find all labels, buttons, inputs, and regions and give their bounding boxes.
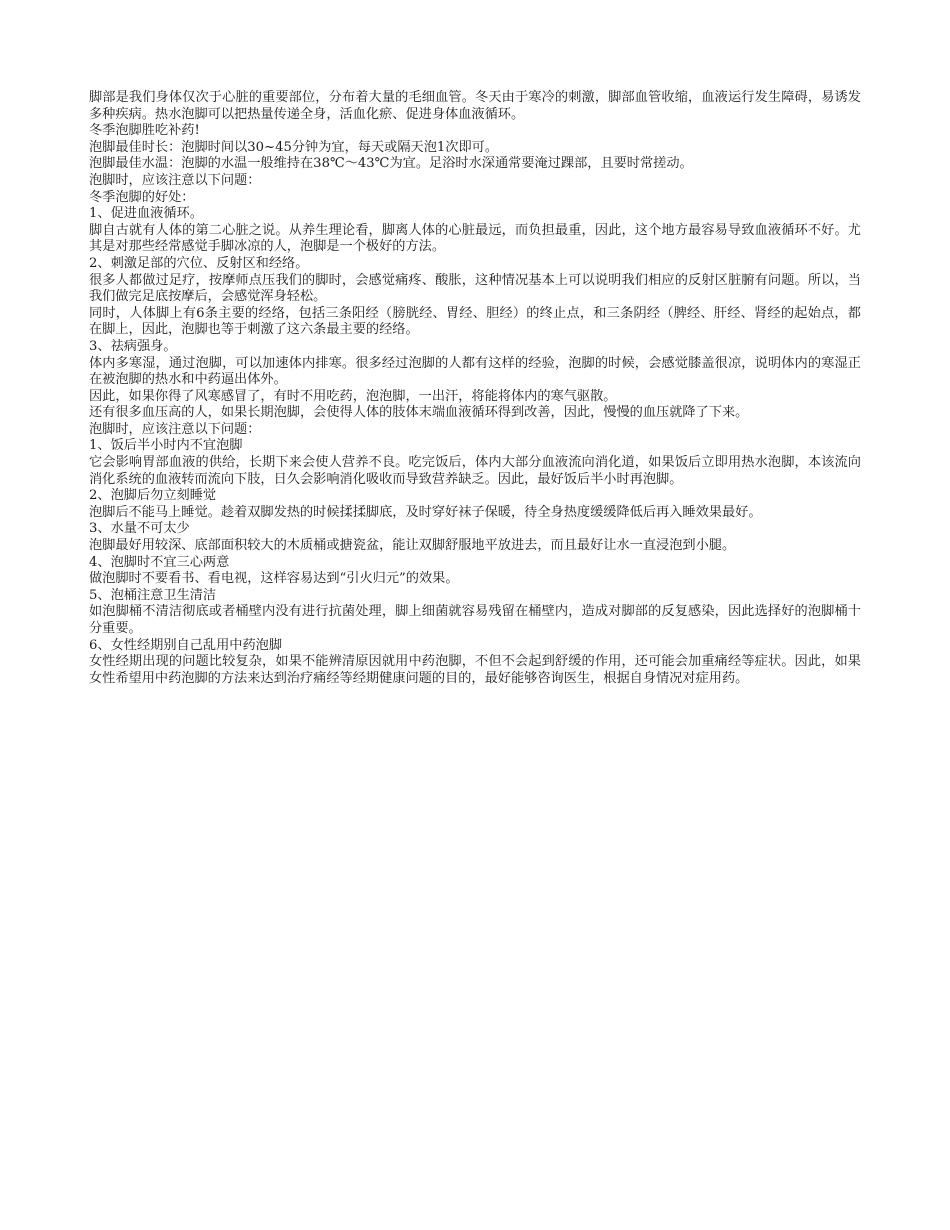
notice-4-heading: 4、泡脚时不宜三心两意 <box>89 554 230 570</box>
benefit-2-paragraph-a: 很多人都做过足疗，按摩师点压我们的脚时，会感觉痛疼、酸胀，这种情况基本上可以说明我们相应的反射区脏腑有问题。所以，当我们做完足底按摩后，会感觉浑身轻松。 <box>89 272 861 305</box>
notice-5-heading: 5、泡桶注意卫生清洁 <box>89 587 217 603</box>
document-body <box>89 90 861 687</box>
benefit-3-paragraph-a: 体内多寒湿，通过泡脚，可以加速体内排寒。很多经过泡脚的人都有这样的经验，泡脚的时候，会感觉膝盖很凉，说明体内的寒湿正在被泡脚的热水和中药逼出体外。 <box>89 355 861 388</box>
notice-3-paragraph: 泡脚最好用较深、底部面积较大的木质桶或搪瓷盆，能让双脚舒服地平放进去，而且最好让水一直浸泡到小腿。 <box>89 538 736 554</box>
notice-heading-2: 泡脚时，应该注意以下问题： <box>89 421 261 437</box>
benefit-3-paragraph-c: 还有很多血压高的人，如果长期泡脚，会使得人体的肢体末端血液循环得到改善，因此，慢慢的血压就降了下来。 <box>89 405 749 421</box>
notice-1-paragraph: 它会影响胃部血液的供给，长期下来会使人营养不良。吃完饭后，体内大部分血液流向消化道，如果饭后立即用热水泡脚，本该流向消化系统的血液转而流向下肢，日久会影响消化吸收而导致营养缺乏。因此，最好饭后半小时再泡脚。 <box>89 455 861 487</box>
notice-4-paragraph: 做泡脚时不要看书、看电视，这样容易达到“引火归元”的效果。 <box>89 571 459 587</box>
best-duration-paragraph: 泡脚最佳时长：泡脚时间以30~45分钟为宜，每天或隔天泡1次即可。 <box>89 139 499 155</box>
intro-paragraph: 脚部是我们身体仅次于心脏的重要部位，分布着大量的毛细血管。冬天由于寒冷的刺激，脚部血管收缩，血液运行发生障碍，易诱发多种疾病。热水泡脚可以把热量传递全身，活血化瘀、促进身体血液循环。 <box>89 90 861 122</box>
benefits-heading: 冬季泡脚的好处： <box>89 189 195 205</box>
notice-3-heading: 3、水量不可太少 <box>89 521 190 537</box>
notice-6-heading: 6、女性经期别自己乱用中药泡脚 <box>89 637 283 653</box>
benefit-1-paragraph: 脚自古就有人体的第二心脏之说。从养生理论看，脚离人体的心脏最远，而负担最重，因此，这个地方最容易导致血液循环不好。尤其是对那些经常感觉手脚冰凉的人，泡脚是一个极好的方法。 <box>89 222 861 255</box>
notice-6-paragraph: 女性经期出现的问题比较复杂，如果不能辨清原因就用中药泡脚，不但不会起到舒缓的作用，还可能会加重痛经等症状。因此，如果女性希望用中药泡脚的方法来达到治疗痛经等经期健康问题的目的，最好能够咨询医生，根据自身情况对症用药。 <box>89 654 861 686</box>
notice-2-paragraph: 泡脚后不能马上睡觉。趁着双脚发热的时候揉揉脚底，及时穿好袜子保暖，待全身热度缓缓降低后再入睡效果最好。 <box>89 504 762 520</box>
notice-heading: 泡脚时，应该注意以下问题： <box>89 172 261 188</box>
benefit-3-paragraph-b: 因此，如果你得了风寒感冒了，有时不用吃药，泡泡脚，一出汗，将能将体内的寒气驱散。 <box>89 388 617 404</box>
best-temperature-paragraph: 泡脚最佳水温：泡脚的水温一般维持在38℃～43℃为宜。足浴时水深通常要淹过踝部，且要时常搓动。 <box>89 156 693 172</box>
notice-5-paragraph: 如泡脚桶不清洁彻底或者桶壁内没有进行抗菌处理，脚上细菌就容易残留在桶壁内，造成对脚部的反复感染，因此选择好的泡脚桶十分重要。 <box>89 604 861 636</box>
notice-1-heading: 1、饭后半小时内不宜泡脚 <box>89 438 243 454</box>
benefit-3-heading: 3、祛病强身。 <box>89 338 177 354</box>
notice-2-heading: 2、泡脚后勿立刻睡觉 <box>89 488 217 504</box>
headline: 冬季泡脚胜吃补药! <box>89 123 200 139</box>
benefit-2-heading: 2、刺激足部的穴位、反射区和经络。 <box>89 255 309 271</box>
benefit-2-paragraph-b: 同时，人体脚上有6条主要的经络，包括三条阳经（膀胱经、胃经、胆经）的终止点，和三条阴经（脾经、肝经、肾经的起始点，都在脚上，因此，泡脚也等于刺激了这六条最主要的经络。 <box>89 305 861 338</box>
benefit-1-heading: 1、促进血液循环。 <box>89 206 203 222</box>
